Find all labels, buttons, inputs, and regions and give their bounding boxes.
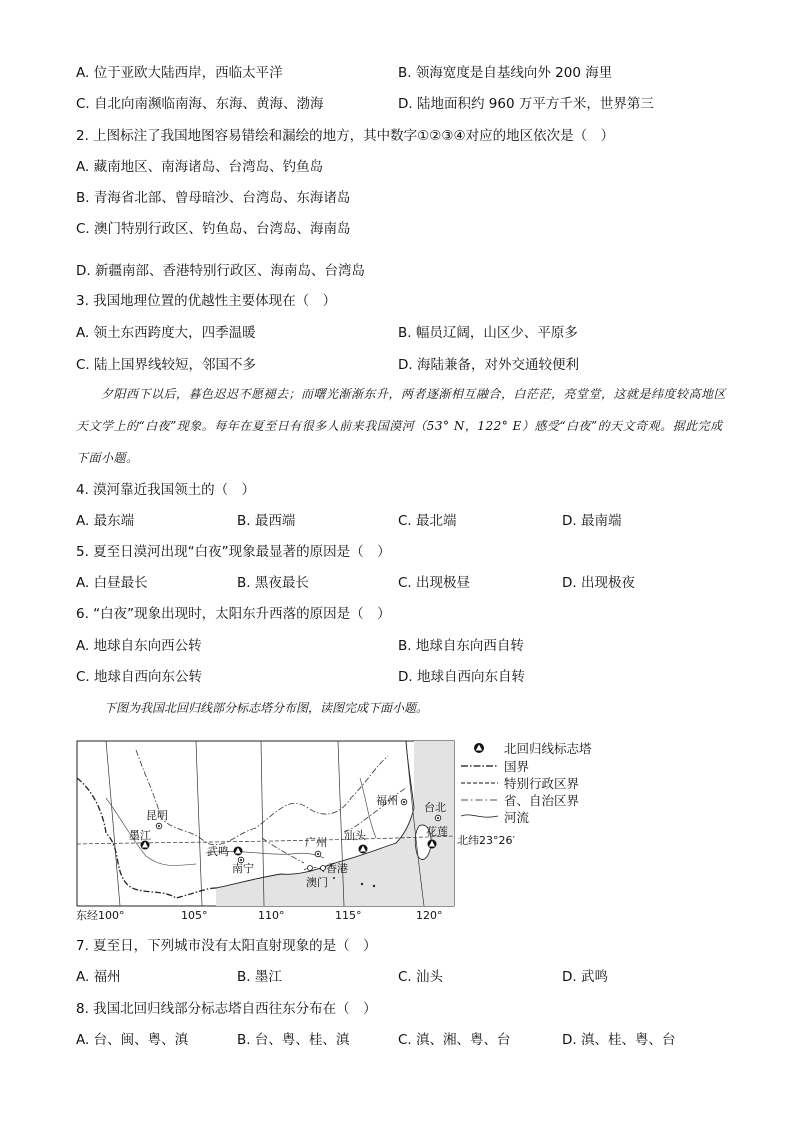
q6-option-c: C. 地球自西向东公转 xyxy=(76,669,203,685)
q2-option-a: A. 藏南地区、南海诸岛、台湾岛、钓鱼岛 xyxy=(76,159,324,175)
city-marker-xianggang xyxy=(321,866,326,871)
q2-option-c: C. 澳门特别行政区、钓鱼岛、台湾岛、海南岛 xyxy=(76,221,351,237)
city-marker-fuzhou xyxy=(401,799,407,805)
q8-stem: 8. 我国北回归线部分标志塔自西往东分布在（ ） xyxy=(76,1001,377,1017)
tower-icon-wuming xyxy=(234,847,243,856)
q4-stem: 4. 漠河靠近我国领土的（ ） xyxy=(76,482,256,498)
lon-label-115: 115° xyxy=(335,909,362,922)
legend-sar-border: 特别行政区界 xyxy=(504,776,580,791)
q3-option-a: A. 领土东西跨度大，四季温暖 xyxy=(76,325,256,341)
q5-option-c: C. 出现极昼 xyxy=(398,575,471,591)
tropic-of-cancer-map xyxy=(76,738,616,924)
q5-option-b: B. 黑夜最长 xyxy=(237,575,309,591)
q1-option-c: C. 自北向南濒临南海、东海、黄海、渤海 xyxy=(76,96,324,112)
q8-option-b: B. 台、粤、桂、滇 xyxy=(237,1032,350,1048)
lon-label-105: 105° xyxy=(181,909,208,922)
lon-label-110: 110° xyxy=(258,909,285,922)
city-label-shantou: 汕头 xyxy=(344,829,366,842)
lon-label-120: 120° xyxy=(416,909,443,922)
city-label-taibei: 台北 xyxy=(424,801,446,814)
q5-stem: 5. 夏至日漠河出现“白夜”现象最显著的原因是（ ） xyxy=(76,544,391,560)
q7-option-c: C. 汕头 xyxy=(398,969,444,985)
q3-option-c: C. 陆上国界线较短，邻国不多 xyxy=(76,357,257,373)
q2-stem: 2. 上图标注了我国地图容易错绘和漏绘的地方，其中数字①②③④对应的地区依次是（ ） xyxy=(76,128,615,144)
city-label-guangzhou: 广州 xyxy=(305,836,327,849)
q8-option-c: C. 滇、湘、粤、台 xyxy=(398,1032,511,1048)
q3-option-d: D. 海陆兼备，对外交通较便利 xyxy=(398,357,579,373)
city-marker-kunming xyxy=(156,823,162,829)
q1-option-d: D. 陆地面积约 960 万平方千米，世界第三 xyxy=(398,96,654,112)
q1-option-a: A. 位于亚欧大陆西岸，西临太平洋 xyxy=(76,65,283,81)
tower-icon-hualian xyxy=(428,840,437,849)
city-label-wuming: 武鸣 xyxy=(207,845,229,858)
q7-option-d: D. 武鸣 xyxy=(562,969,608,985)
q7-option-b: B. 墨江 xyxy=(237,969,282,985)
q3-stem: 3. 我国地理位置的优越性主要体现在（ ） xyxy=(76,293,337,309)
q3-option-b: B. 幅员辽阔，山区少、平原多 xyxy=(398,325,578,341)
tower-icon-shantou xyxy=(359,845,368,854)
q1-option-b: B. 领海宽度是自基线向外 200 海里 xyxy=(398,65,613,81)
q7-option-a: A. 福州 xyxy=(76,969,121,985)
q4-option-d: D. 最南端 xyxy=(562,513,622,529)
q6-option-d: D. 地球自西向东自转 xyxy=(398,669,525,685)
city-marker-guangzhou xyxy=(315,851,321,857)
q7-stem: 7. 夏至日，下列城市没有太阳直射现象的是（ ） xyxy=(76,938,377,954)
legend-provincial-border: 省、自治区界 xyxy=(504,793,580,808)
q4-option-a: A. 最东端 xyxy=(76,513,135,529)
city-label-hualian: 花莲 xyxy=(426,825,448,838)
map-intro: 下图为我国北回归线部分标志塔分布图，读图完成下面小题。 xyxy=(104,701,429,715)
passage-white-night: 夕阳西下以后，暮色迟迟不愿褪去；而曙光渐渐东升，两者逐渐相互融合，白茫茫，亮堂堂，这就是纬度较高地区天文学上的“白夜”现象。每年在夏至日有很多人前来我国漠河（53° N，122° E）感受“白夜”的天文奇观。据此完成下面小题。 xyxy=(76,387,727,465)
q5-option-a: A. 白昼最长 xyxy=(76,575,148,591)
lon-label-100: 东经100° xyxy=(76,909,125,922)
q6-stem: 6. “白夜”现象出现时，太阳东升西落的原因是（ ） xyxy=(76,606,391,622)
legend-tower: 北回归线标志塔 xyxy=(504,741,592,756)
map-legend xyxy=(461,741,592,825)
q8-option-a: A. 台、闽、粤、滇 xyxy=(76,1032,189,1048)
city-label-nanning: 南宁 xyxy=(232,862,254,875)
q2-option-b: B. 青海省北部、曾母暗沙、台湾岛、东海诸岛 xyxy=(76,190,351,206)
q6-option-a: A. 地球自东向西公转 xyxy=(76,638,202,654)
city-marker-taibei xyxy=(435,815,441,821)
q5-option-d: D. 出现极夜 xyxy=(562,575,635,591)
legend-tower-icon xyxy=(474,743,484,753)
legend-river: 河流 xyxy=(504,810,530,825)
tropic-latitude-label: 北纬23°26′ xyxy=(457,834,515,847)
q4-option-c: C. 最北端 xyxy=(398,513,457,529)
q2-option-d: D. 新疆南部、香港特别行政区、海南岛、台湾岛 xyxy=(76,263,365,279)
city-label-aomen: 澳门 xyxy=(306,876,328,889)
city-label-kunming: 昆明 xyxy=(146,809,168,822)
city-label-xianggang: 香港 xyxy=(326,862,348,875)
city-label-fuzhou: 福州 xyxy=(376,794,398,807)
city-label-mojiang: 墨江 xyxy=(129,829,151,842)
q4-option-b: B. 最西端 xyxy=(237,513,296,529)
q8-option-d: D. 滇、桂、粤、台 xyxy=(562,1032,676,1048)
legend-national-border: 国界 xyxy=(504,759,530,774)
q6-option-b: B. 地球自东向西自转 xyxy=(398,638,524,654)
city-marker-aomen xyxy=(308,866,313,871)
